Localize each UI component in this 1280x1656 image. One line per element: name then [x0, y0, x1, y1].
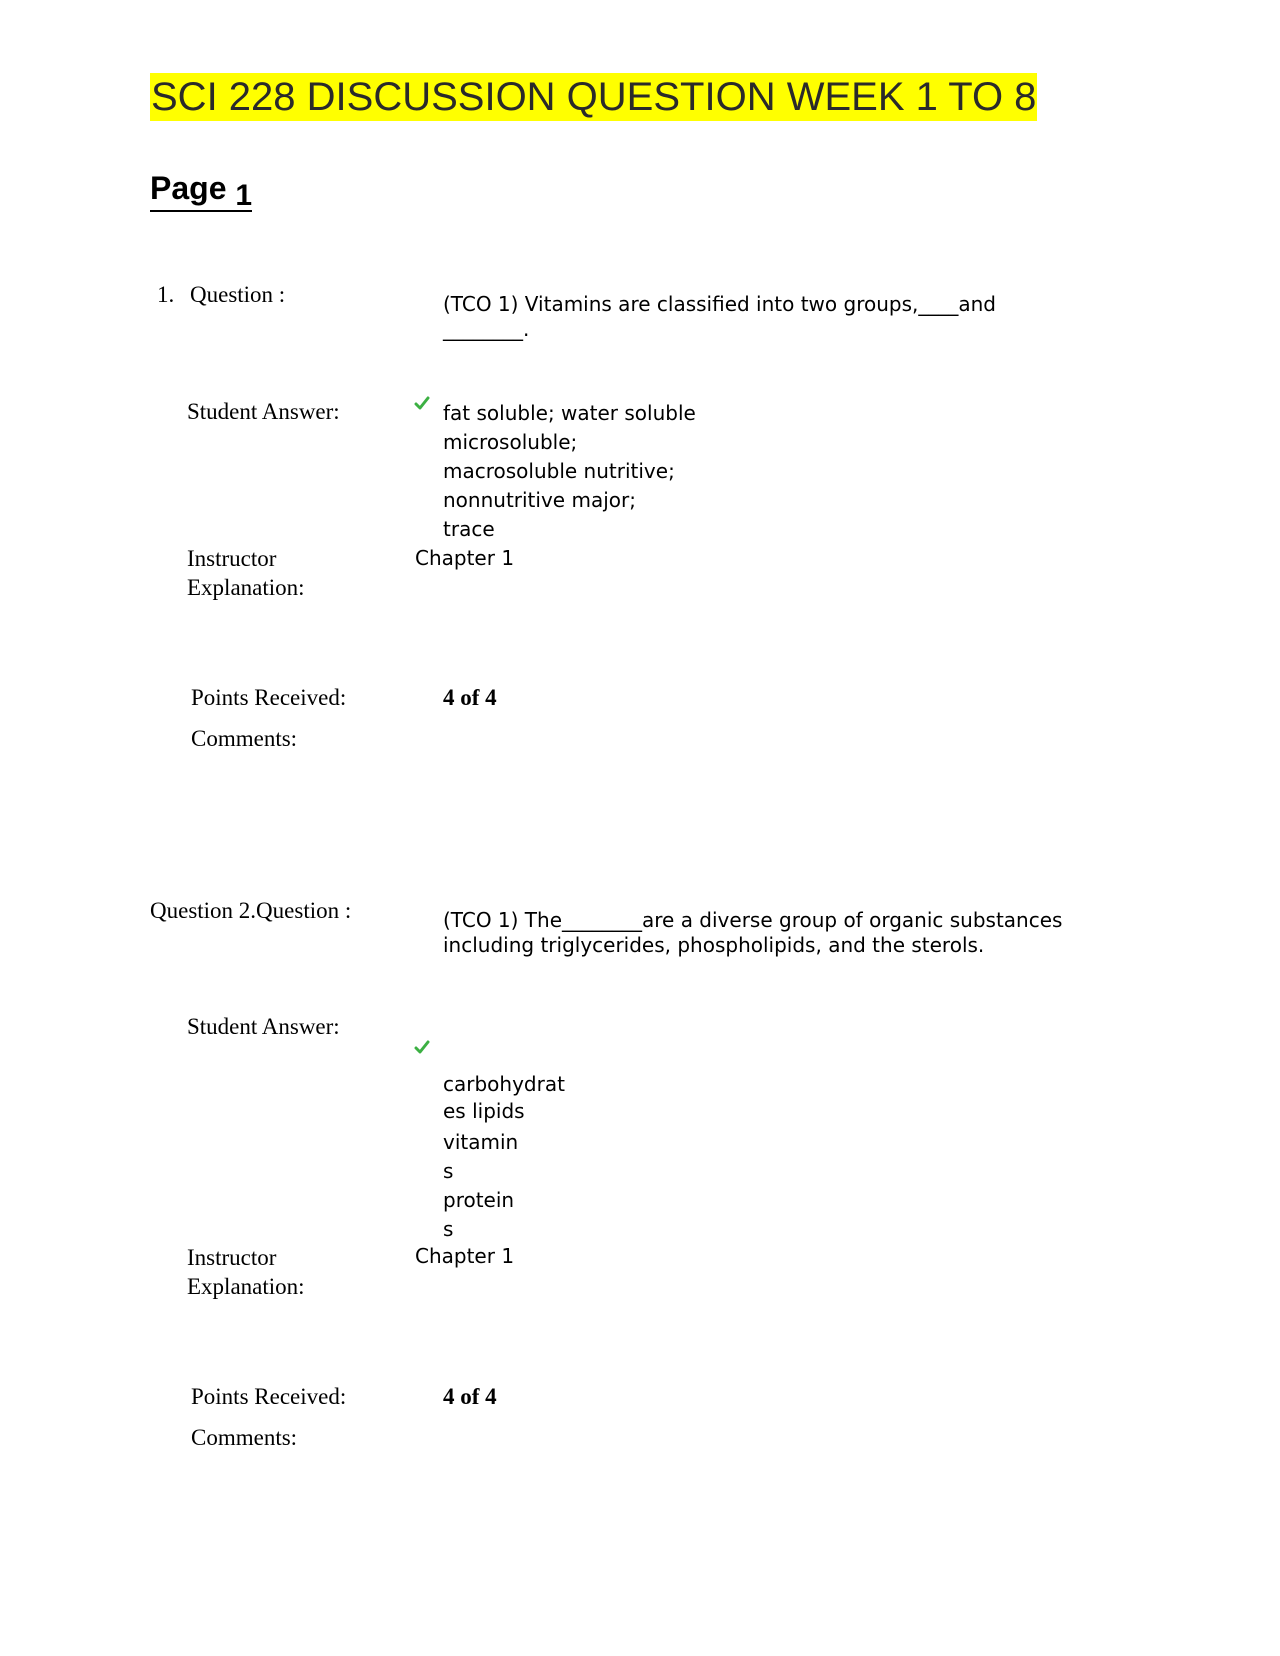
q1-question-label: Question : [190, 282, 286, 307]
answer-option: vitamin [443, 1130, 519, 1154]
q2-comments-label: Comments: [191, 1425, 298, 1450]
answer-option: protein [443, 1188, 515, 1212]
q1-instructor-label-1: Instructor [187, 546, 277, 571]
q1-question-line2: ________. [443, 317, 530, 341]
q1-points-label: Points Received: [191, 685, 347, 710]
q2-instructor-label-1: Instructor [187, 1245, 277, 1270]
q1-number: 1. [157, 282, 175, 307]
answer-option: s [443, 1159, 454, 1183]
page-label: Page [150, 170, 227, 206]
document-title: SCI 228 DISCUSSION QUESTION WEEK 1 TO 8 [151, 75, 1037, 119]
q2-question-label: Question 2.Question : [150, 898, 352, 923]
q2-question-line1: (TCO 1) The________are a diverse group of organic substances [443, 908, 1063, 932]
correct-check-icon [414, 395, 430, 411]
answer-option: microsoluble; [443, 430, 578, 454]
q2-explanation: Chapter 1 [415, 1244, 515, 1268]
correct-check-icon [414, 1039, 430, 1055]
answer-option: carbohydrat [443, 1072, 565, 1096]
answer-option: es lipids [443, 1099, 525, 1123]
q1-student-answer-label: Student Answer: [187, 399, 340, 424]
page-heading [150, 168, 252, 212]
answer-option: fat soluble; water soluble [443, 401, 696, 425]
q2-answer-list [443, 1071, 565, 1245]
page-number: 1 [235, 179, 253, 212]
answer-option: macrosoluble nutritive; [443, 459, 675, 483]
answer-option: nonnutritive major; [443, 488, 636, 512]
q1-comments-label: Comments: [191, 726, 298, 751]
q1-instructor-label-2: Explanation: [187, 575, 305, 600]
q2-points-label: Points Received: [191, 1384, 347, 1409]
q1-points-value: 4 of 4 [443, 685, 497, 710]
answer-option: s [443, 1217, 454, 1241]
q2-question-line2: including triglycerides, phospholipids, and the sterols. [443, 933, 985, 957]
q2-student-answer-label: Student Answer: [187, 1014, 340, 1039]
q1-answer-list [443, 400, 696, 545]
q2-instructor-label-2: Explanation: [187, 1274, 305, 1299]
q2-points-value: 4 of 4 [443, 1384, 497, 1409]
answer-option: trace [443, 517, 495, 541]
q1-question-line1: (TCO 1) Vitamins are classified into two groups,____and [443, 292, 996, 316]
q1-explanation: Chapter 1 [415, 546, 515, 570]
